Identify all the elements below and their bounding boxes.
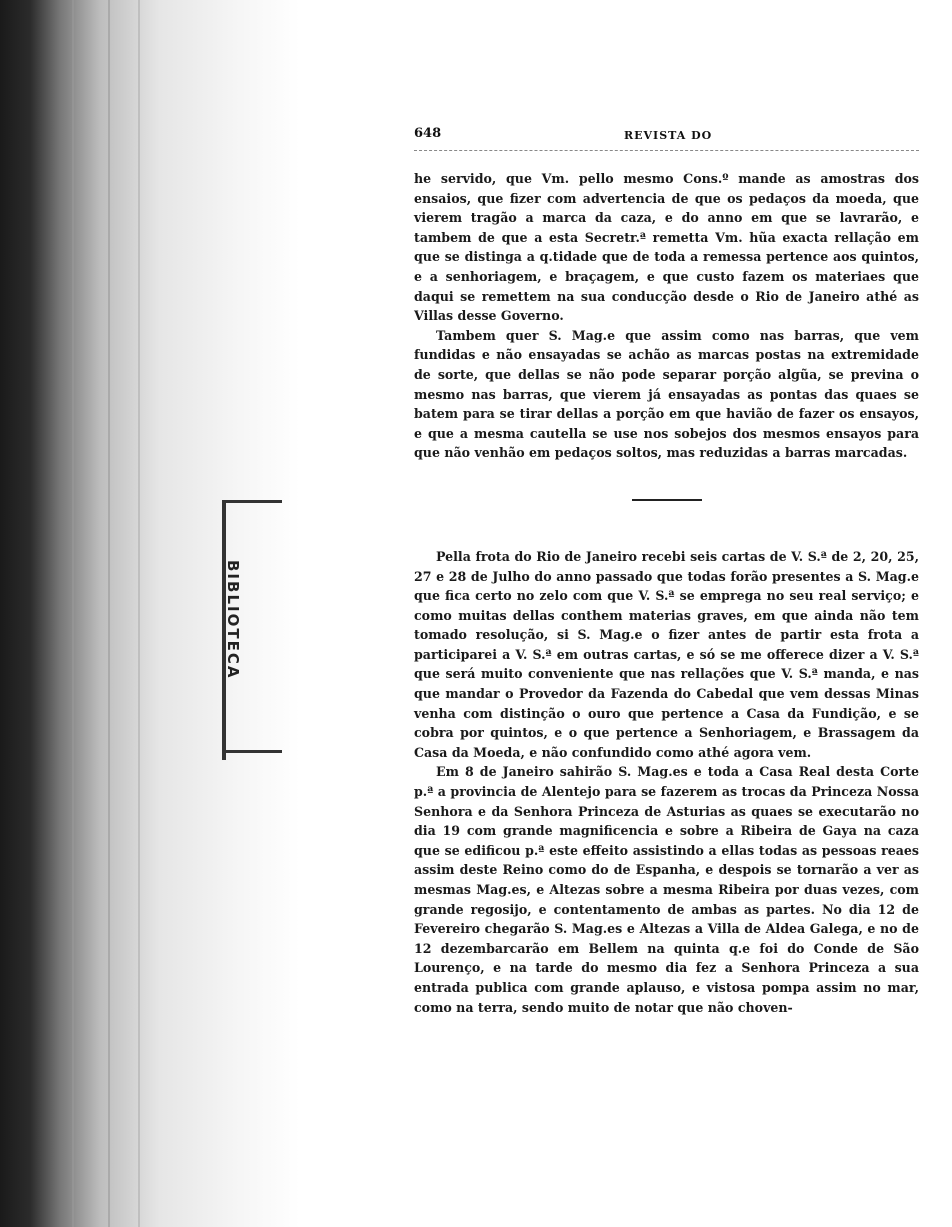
paragraph: he servido, que Vm. pello mesmo Cons.º mande as amostras dos ensaios, que fizer com advertencia de que os pedaços da moeda, que vierem tragão a marca da caza, e do anno em que se lavrarão, e tambem de que a esta Secretr.ª remetta Vm. hũa exacta rellação em que se distinga a q.tidade que de toda a remessa pertence aos quintos, e a senhoriagem, e braçagem, e que custo fazem os materiaes que daqui se remettem na sua conducção desde o Rio de Janeiro athé as Villas desse Governo. bbox=[414, 171, 919, 324]
page-header bbox=[414, 120, 919, 151]
stamp-label: BIBLIOTECA bbox=[224, 560, 242, 680]
binding-line bbox=[138, 0, 140, 1227]
paragraph: Em 8 de Janeiro sahirão S. Mag.es e toda a Casa Real desta Corte p.ª a provincia de Alentejo para se fazerem as trocas da Princeza Nossa Senhora e da Senhora Princeza de Asturias as quaes se executarão no dia 19 com grande magnificencia e sobre a Ribeira de Gaya na caza que se edificou p.ª este effeito assistindo a ellas todas as pessoas reaes assim deste Reino como do de Espanha, e despois se tornarão a ver as mesmas Mag.es, e Altezas sobre a mesma Ribeira por duas vezes, com grande regosijo, e contentamento de ambas as partes. No dia 12 de Fevereiro chegarão S. Mag.es e Altezas a Villa de Aldea Galega, e no de 12 dezembarcarão em Bellem na quinta q.e foi do Conde de São Lourenço, e na tarde do mesmo dia fez a Senhora Princeza a sua entrada publica com grande aplauso, e vistosa pompa assim no mar, como na terra, sendo muito de notar que não choven- bbox=[414, 764, 919, 1015]
running-head: REVISTA DO bbox=[624, 129, 713, 142]
binding-line bbox=[108, 0, 110, 1227]
body-text-bottom bbox=[414, 547, 919, 1017]
binding-line bbox=[72, 0, 74, 1227]
document-page bbox=[414, 120, 919, 1017]
body-text-top bbox=[414, 169, 919, 463]
paragraph: Tambem quer S. Mag.e que assim como nas barras, que vem fundidas e não ensayadas se achão as marcas postas na extremidade de sorte, que dellas se não pode separar porção algũa, se previna o mesmo nas barras, que vierem já ensayadas as pontas das quaes se batem para se tirar dellas a porção em que havião de fazer os ensayos, e que a mesma cautella se use nos sobejos dos mesmos ensayos para que não venhão em pedaços soltos, mas reduzidas a barras marcadas. bbox=[414, 327, 919, 461]
section-divider bbox=[632, 499, 702, 501]
paragraph: Pella frota do Rio de Janeiro recebi seis cartas de V. S.ª de 2, 20, 25, 27 e 28 de Julho do anno passado que todas forão presentes a S. Mag.e que fica certo no zelo com que V. S.ª se emprega no seu real serviço; e como muitas dellas conthem materias graves, em que ainda não tem tomado resolução, si S. Mag.e o fizer antes de partir esta frota a participarei a V. S.ª em outras cartas, e só se me offerece dizer a V. S.ª que será muito conveniente que nas rellações que V. S.ª manda, e nas que mandar o Provedor da Fazenda do Cabedal que vem dessas Minas venha com distinção o ouro que pertence a Casa da Fundição, e se cobra por quintos, e o que pertence a Senhoriagem, e Brassagem da Casa da Moeda, e não confundido como athé agora vem. bbox=[414, 548, 919, 760]
page-number: 648 bbox=[414, 126, 442, 141]
